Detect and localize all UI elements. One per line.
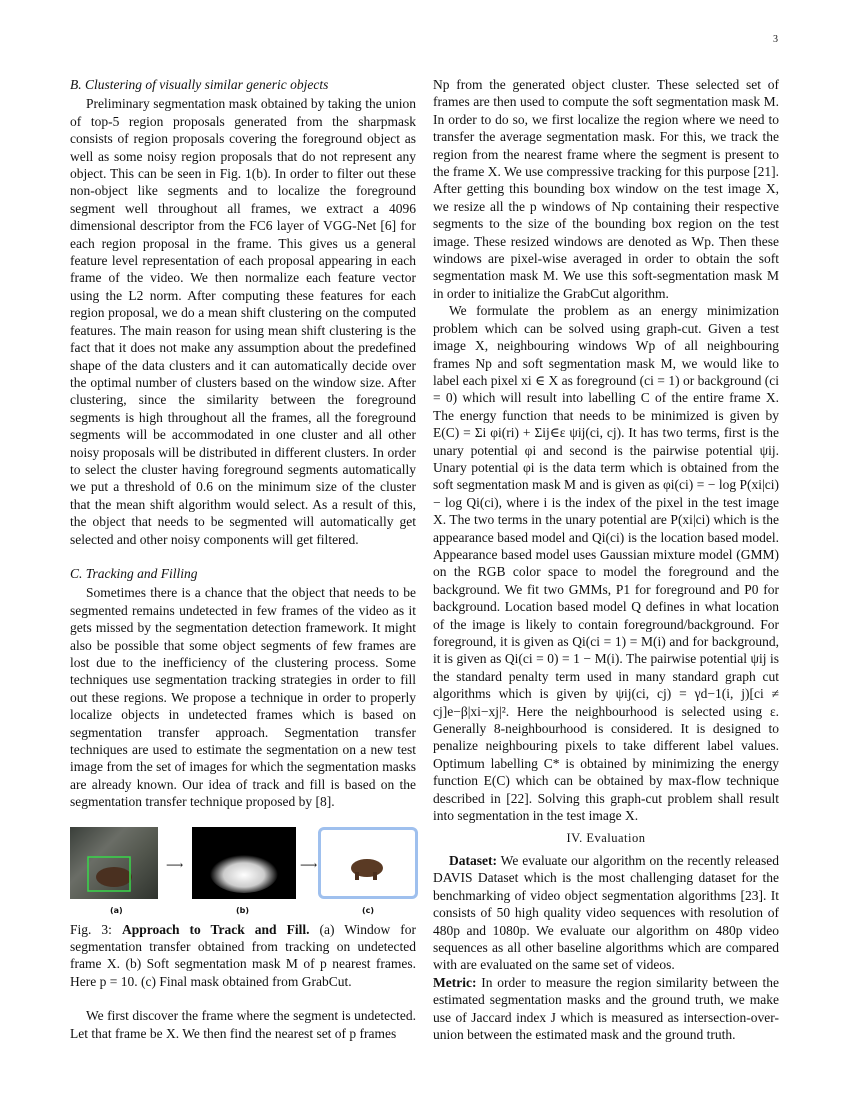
tracking-paragraph: We first discover the frame where the segment is undetected. Let that frame be X. We then find the nearest set of p frames (70, 1008, 416, 1041)
arrow-icon: ⟶ (166, 857, 184, 872)
right-column (433, 76, 779, 1043)
bear-window-illustration (70, 827, 158, 899)
section-b-paragraph: Preliminary segmentation mask obtained by taking the union of top-5 region proposals generated from the sharpmask consists of region proposals covering the foreground object as well as some noisy region proposals that do not represent any object. This can be seen in Fig. 1(b). In order to filter out these non-object like segments and to localize the foreground segment well throughout all frames, we extract a 4096 dimensional descriptor from the FC6 layer of VGG-Net [6] for each region proposal in the frame. This gives us a general feature level representation of each proposal appearing in each frame of the video. We then normalize each feature vector using the L2 norm. After computing these features for each region proposal, we do a mean shift clustering on the computed features. The main reason for using mean shift clustering is the fact that it does not make any assumption about the predefined shape of the data clusters and it can automatically decide over the optimal number of clusters based on the window size. After clustering, since the similarity between the foreground segments is high throughout all the frames, all the foreground segments will be accommodated in one cluster and all other noisy proposals will be distributed in different clusters. In order to select the cluster having foreground segments automatically we put a threshold of 0.6 on the minimum size of the cluster that the mean shift algorithm would select. As a result of this, the object that needs to be segmented will automatically get selected and other noisy components will get filtered. (70, 96, 416, 547)
soft-mask-paragraph: Np from the generated object cluster. These selected set of frames are then used to compute the soft segmentation mask M. In order to do so, we first localize the region where we need to transfer the average segmentation mask. For this, we track the region from the nearest frame where the segment is present to the frame X. We use compressive tracking for this purpose [21]. After getting this bounding box window on the test image X, we resize all the p windows of Np containing their respective segments to the size of the bounding box region on the test image. These resized windows are denoted as Wp. Then these windows are pixel-wise averaged in order to obtain the soft segmentation mask M. We use this soft-segmentation mask M in order to initialize the GrabCut algorithm. (433, 77, 779, 301)
energy-paragraph: We formulate the problem as an energy minimization problem which can be solved using graph-cut. Given a test image X, neighbouring windows Wp of all neighbouring frames Np and soft segmentation mask M, we would like to label each pixel xi ∈ X as foreground (ci = 1) or background (ci = 0) which will result into labelling C of the entire frame X. The energy function that needs to be minimized is given by E(C) = Σi φi(ri) + Σij∈ε ψij(ci, cj). It has two terms, first is the unary potential φi and second is the pairwise potential ψij. Unary potential φi is the data term which is obtained from the soft segmentation mask M and is given as φi(ci) = − log P(xi|ci) − log Qi(ci), where i is the index of the pixel in the test image X. The two terms in the unary potential are P(xi|ci) which is the appearance based model and Qi(ci) is the location based model. Appearance based model uses Gaussian mixture model (GMM) on the RGB color space to model the foreground and the background. We fit two GMMs, P1 for foreground and P0 for background. Location based model Q defines in what location of the image is likely to contain foreground/background. For foreground, it is given as Qi(ci = 1) = M(i) and for background, it is given as Qi(ci = 0) = 1 − M(i). The pairwise potential ψij is the standard penalty term used in many standard graph cut algorithms which is given by ψij(ci, cj) = γd−1(i, j)[ci ≠ cj]e−β|xi−xj|². Here the neighbourhood is selected using ε. Generally 8-neighbourhood is considered. It is designed to penalize neighbouring pixels to take different label values. Optimum labelling C* is obtained by minimizing the energy function E(C) which can be obtained by max-flow technique described in [22]. Solving this graph-cut problem shall result into segmentation in the test image X. (433, 303, 779, 824)
caption-prefix: Fig. 3: (70, 921, 122, 937)
final-bear-illustration (321, 830, 415, 896)
figure-label-c: (c) (362, 905, 375, 915)
page-number: 3 (773, 34, 778, 45)
arrow-icon: ⟶ (300, 857, 318, 872)
left-column (70, 76, 416, 1042)
metric-text: In order to measure the region similarity between the estimated segmentation masks and the ground truth, we make use of Jaccard index J which is measured as intersection-over-union between the estimated mask and the ground truth. (433, 974, 779, 1042)
figure-label-a: (a) (110, 905, 123, 915)
figure-label-b: (b) (236, 905, 250, 915)
metric-paragraph (433, 974, 779, 1044)
figure-panel-soft-mask (192, 827, 296, 899)
caption-text: (a) Window for segmentation transfer obtained from tracking on undetected frame X. (b) Soft segmentation mask M of p nearest frames. Here p = 10. (c) Final mask obtained from GrabCut. (70, 921, 417, 989)
dataset-paragraph (433, 852, 779, 974)
soft-mask-illustration (192, 827, 296, 899)
section-b-heading: B. Clustering of visually similar generic objects (70, 77, 329, 92)
dataset-text: We evaluate our algorithm on the recently released DAVIS Dataset which is the most challenging dataset for the benchmarking of video object segmentation algorithms [23]. It consists of 50 high quality video sequences with resolution of 480p and 1080p. We evaluate our algorithm on 480p video sequences as all other baseline algorithms which are compared with are evaluated on the same set of videos. (433, 852, 779, 973)
dataset-label: Dataset: (449, 852, 497, 868)
figure-caption (70, 921, 416, 991)
figure-panel-tracking-window (70, 827, 158, 899)
figure-3 (70, 827, 416, 917)
section-c-paragraph: Sometimes there is a chance that the object that needs to be segmented remains undetected in few frames of the video as it gets missed by the segmentation detection framework. It might also be possible that some object segments of few frames are lost due to the inefficiency of the clustering process. Some techniques use segmentation tracking strategies in order to fill out these regions. We propose a technique in order to properly localize objects in undetected frames which is based on segmentation transfer approach. Segmentation transfer techniques are used to estimate the segmentation on a new test image from the set of images for which the segmentation masks are already known. Our idea of track and fill is based on the segmentation transfer technique proposed by [8]. (70, 585, 416, 810)
section-c-heading: C. Tracking and Filling (70, 565, 198, 581)
caption-title: Approach to Track and Fill. (121, 921, 310, 937)
metric-label: Metric: (433, 974, 477, 990)
section-iv-heading: IV. Evaluation (566, 831, 646, 846)
figure-panel-final-mask (318, 827, 418, 899)
